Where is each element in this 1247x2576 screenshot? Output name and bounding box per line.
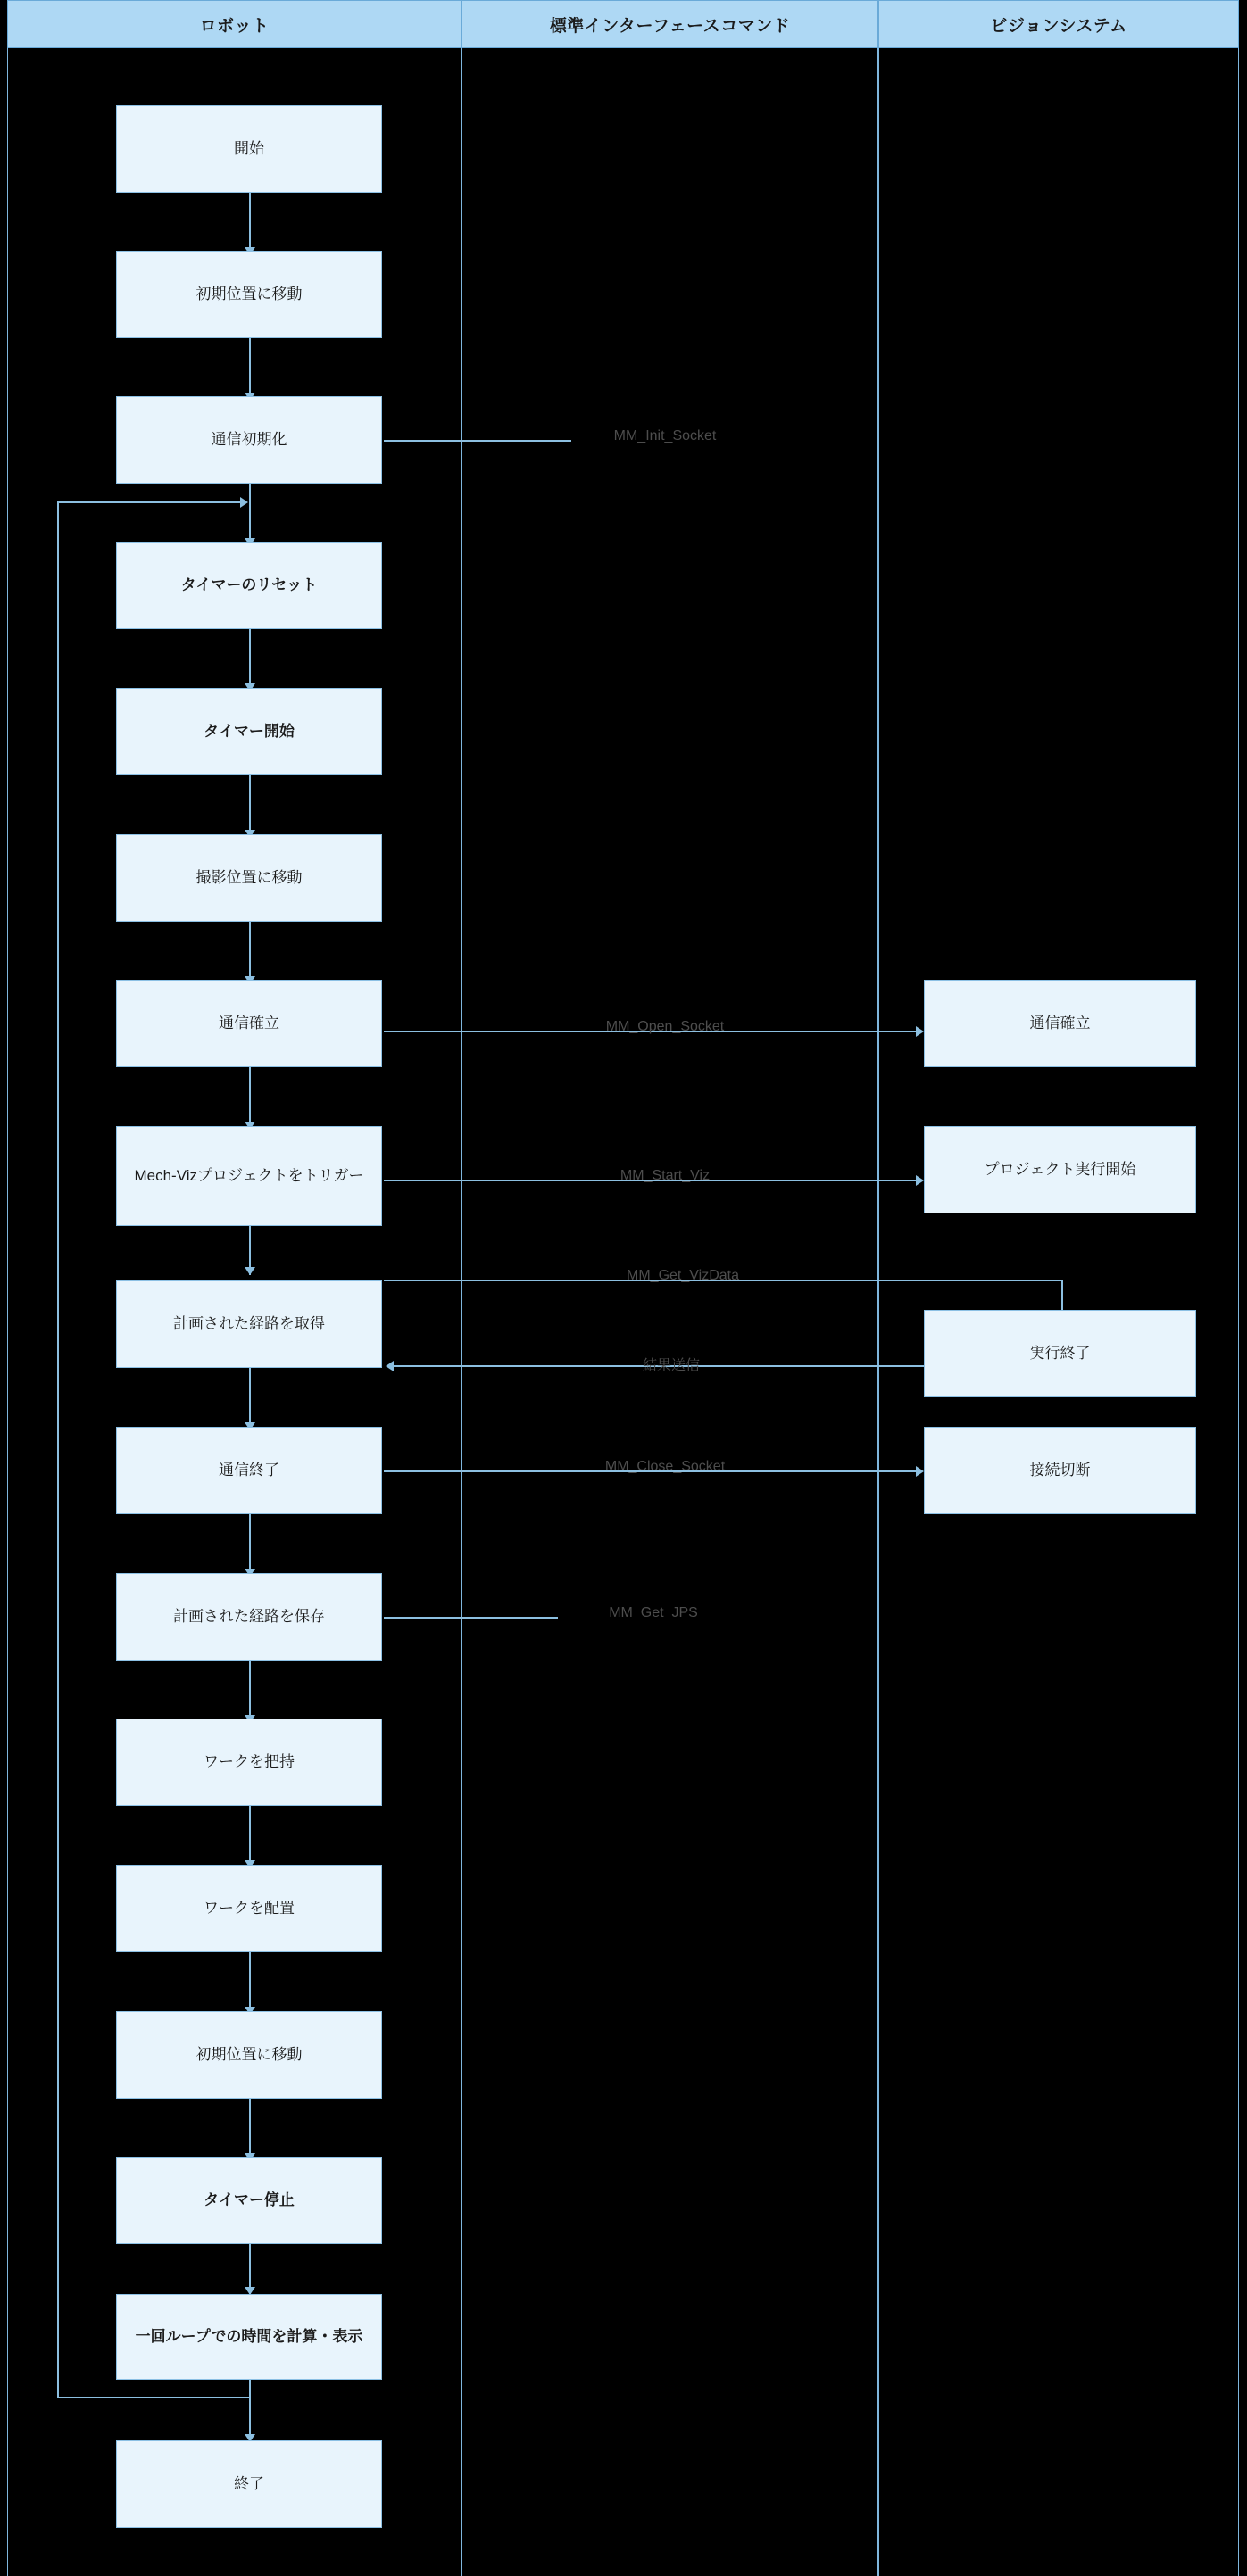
command-label-open-socket: MM_Open_Socket — [605, 1019, 725, 1034]
connector-v-10 — [249, 1514, 251, 1574]
lane-header-interface — [461, 0, 878, 48]
node-label: 接続切断 — [1029, 1461, 1091, 1479]
node-label: タイマーのリセット — [180, 576, 318, 593]
node-vision-open-comm[interactable] — [924, 980, 1196, 1067]
lane-header-robot — [7, 0, 461, 48]
node-label: 通信初期化 — [211, 430, 287, 448]
node-label: 撮影位置に移動 — [195, 868, 303, 886]
node-robot-trigger-mechviz[interactable] — [116, 1126, 382, 1226]
connector-v-13 — [249, 1952, 251, 2012]
node-label: 一回ループでの時間を計算・表示 — [135, 2327, 363, 2345]
node-robot-timer-reset[interactable] — [116, 542, 382, 629]
node-robot-timer-start[interactable] — [116, 688, 382, 775]
lane-title-vision: ビジョンシステム — [990, 16, 1127, 36]
node-robot-pick[interactable] — [116, 1719, 382, 1806]
link-open-socket-arrow — [916, 1026, 924, 1037]
command-label-result-send: 結果送信 — [642, 1358, 701, 1373]
lane-header-vision — [878, 0, 1239, 48]
link-result-send-arrow — [386, 1361, 394, 1371]
loopback-top — [57, 501, 245, 503]
connector-v-2 — [249, 338, 251, 398]
node-robot-place[interactable] — [116, 1865, 382, 1952]
node-vision-disconnect[interactable] — [924, 1427, 1196, 1514]
node-label: 計画された経路を取得 — [173, 1314, 325, 1332]
node-robot-move-home-1[interactable] — [116, 251, 382, 338]
node-vision-project-end[interactable] — [924, 1310, 1196, 1397]
node-label: タイマー停止 — [204, 2191, 295, 2208]
connector-v-1 — [249, 193, 251, 253]
node-label: ワークを把持 — [204, 1752, 295, 1770]
connector-v-4 — [249, 629, 251, 689]
connector-v-12 — [249, 1806, 251, 1866]
connector-v-9 — [249, 1368, 251, 1428]
command-label-init-socket: MM_Init_Socket — [613, 428, 717, 443]
node-robot-open-comm[interactable] — [116, 980, 382, 1067]
loopback-arrowhead — [240, 497, 248, 508]
connector-v-16 — [249, 2380, 251, 2439]
connector-v-11 — [249, 1661, 251, 1720]
node-label: 通信確立 — [1029, 1014, 1091, 1031]
node-label: 実行終了 — [1029, 1344, 1091, 1362]
lane-body-interface — [461, 48, 878, 2576]
node-robot-close-comm[interactable] — [116, 1427, 382, 1514]
link-init-socket — [384, 440, 571, 442]
node-label: ワークを配置 — [204, 1899, 295, 1917]
link-start-viz-arrow — [916, 1175, 924, 1186]
node-label: プロジェクト実行開始 — [984, 1160, 1136, 1178]
node-label: 計画された経路を保存 — [173, 1607, 325, 1625]
loopback-bottom — [57, 2397, 250, 2398]
node-robot-move-capture[interactable] — [116, 834, 382, 922]
node-robot-save-path[interactable] — [116, 1573, 382, 1661]
lane-title-robot: ロボット — [199, 16, 270, 36]
arrowhead-8 — [245, 1267, 255, 1275]
connector-v-5 — [249, 775, 251, 835]
node-robot-get-path[interactable] — [116, 1280, 382, 1368]
node-robot-move-home-2[interactable] — [116, 2011, 382, 2099]
node-robot-init-comm[interactable] — [116, 396, 382, 484]
node-robot-end[interactable] — [116, 2440, 382, 2528]
node-label: 終了 — [234, 2474, 264, 2492]
connector-v-3 — [249, 484, 251, 543]
command-label-get-jps: MM_Get_JPS — [609, 1605, 698, 1620]
node-label: 通信終了 — [219, 1461, 279, 1479]
node-robot-start[interactable] — [116, 105, 382, 193]
node-vision-project-start[interactable] — [924, 1126, 1196, 1213]
lane-title-interface: 標準インターフェースコマンド — [549, 16, 791, 36]
node-label: Mech-Vizプロジェクトをトリガー — [134, 1166, 364, 1184]
command-label-close-socket: MM_Close_Socket — [604, 1459, 726, 1474]
link-get-jps — [384, 1617, 558, 1619]
node-label: 開始 — [234, 139, 264, 157]
node-label: 初期位置に移動 — [195, 285, 303, 302]
command-label-get-vizdata: MM_Get_VizData — [627, 1268, 739, 1283]
link-close-socket-arrow — [916, 1466, 924, 1477]
connector-v-6 — [249, 922, 251, 982]
node-label: タイマー開始 — [204, 722, 295, 740]
node-label: 通信確立 — [219, 1014, 279, 1031]
node-robot-timer-stop[interactable] — [116, 2157, 382, 2244]
connector-v-14 — [249, 2099, 251, 2158]
loopback-left — [57, 501, 59, 2398]
connector-v-7 — [249, 1067, 251, 1127]
node-label: 初期位置に移動 — [195, 2045, 303, 2063]
command-label-start-viz: MM_Start_Viz — [619, 1168, 711, 1183]
node-robot-calc-cycle-time[interactable] — [116, 2294, 382, 2380]
